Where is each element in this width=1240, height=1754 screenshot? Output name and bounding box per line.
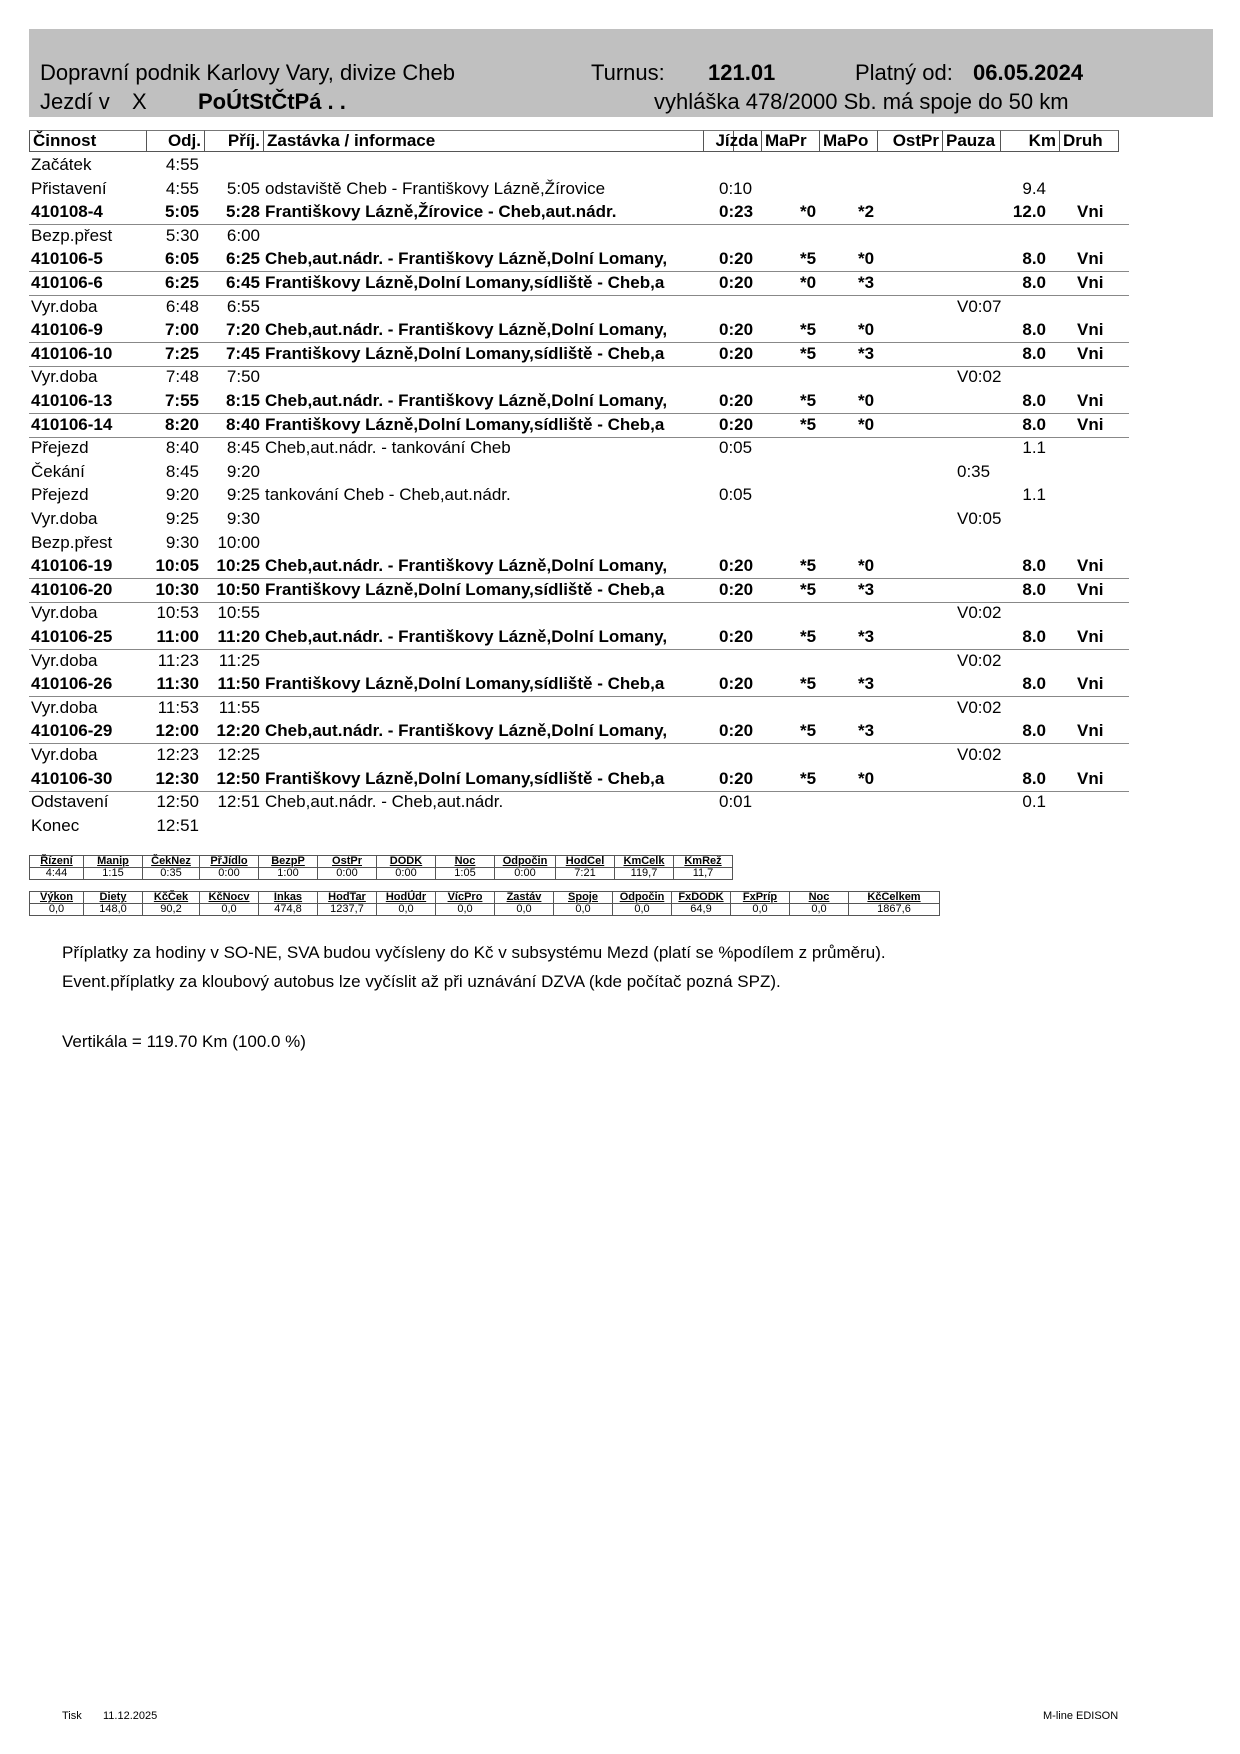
summary-header: OstPr (318, 856, 377, 868)
col-cinnost: Činnost (29, 130, 147, 152)
summary-value: 474,8 (259, 904, 318, 916)
summary-header: HodTar (318, 892, 377, 904)
cell-jizda: 0:20 (719, 343, 754, 363)
cell-cinnost: Bezp.přest (31, 225, 113, 245)
cell-info: Cheb,aut.nádr. - Františkovy Lázně,Dolní Lomany, (265, 320, 668, 340)
cell-km: 12.0 (1012, 202, 1046, 222)
cell-km: 8.0 (1022, 627, 1046, 646)
cell-km: 8.0 (1022, 391, 1046, 410)
cell-info: Cheb,aut.nádr. - Františkovy Lázně,Dolní Lomany, (265, 721, 668, 741)
summary-value: 7:21 (556, 868, 615, 880)
cell-odj: 5:30 (165, 225, 199, 245)
summary-header: FxPríp (731, 892, 790, 904)
cell-prij: 5:28 (225, 202, 260, 222)
cell-odj: 9:20 (165, 485, 199, 505)
cell-info: Františkovy Lázně,Dolní Lomany,sídliště - Cheb,a (265, 579, 665, 599)
cell-pauza: V0:02 (957, 603, 1002, 623)
summary-value: 148,0 (84, 904, 143, 916)
cell-mapr: *5 (800, 391, 817, 410)
summary-value: 0,0 (200, 904, 259, 916)
cell-mapr: *0 (800, 202, 817, 222)
cell-info: Cheb,aut.nádr. - Františkovy Lázně,Dolní Lomany, (265, 627, 668, 646)
cell-odj: 4:55 (165, 155, 199, 174)
cell-jizda: 0:20 (719, 768, 754, 788)
table-row (29, 554, 1129, 578)
cell-prij: 7:45 (225, 343, 260, 363)
cell-km: 8.0 (1022, 556, 1046, 576)
summary-value: 0:00 (200, 868, 259, 880)
cell-odj: 12:00 (155, 721, 199, 741)
cell-mapr: *5 (800, 249, 817, 269)
cell-mapr: *5 (800, 627, 817, 646)
cell-mapo: *3 (858, 721, 875, 741)
cell-prij: 7:50 (226, 367, 260, 387)
cell-cinnost: 410106-13 (31, 391, 113, 410)
cell-cinnost: Začátek (31, 155, 92, 174)
cell-mapr: *5 (800, 320, 817, 340)
cell-mapo: *0 (858, 320, 875, 340)
summary-header: DODK (377, 856, 436, 868)
cell-mapr: *0 (800, 273, 817, 292)
summary-value: 0,0 (30, 904, 84, 916)
summary-value: 0:35 (143, 868, 200, 880)
cell-jizda: 0:20 (719, 579, 754, 599)
cell-km: 8.0 (1022, 768, 1046, 788)
cell-mapo: *3 (858, 674, 875, 694)
cell-km: 8.0 (1022, 249, 1046, 269)
cell-cinnost: Odstavení (31, 792, 109, 812)
cell-km: 1.1 (1022, 485, 1046, 505)
note-articulated-bus: Event.příplatky za kloubový autobus lze vyčíslit až při uznávání DZVA (kde počítač pozná SPZ). (62, 972, 781, 991)
summary-header: KčNocv (200, 892, 259, 904)
cell-cinnost: 410108-4 (31, 202, 103, 222)
cell-km: 0.1 (1022, 792, 1046, 812)
cell-jizda: 0:20 (719, 391, 754, 410)
summary-header: KčCelkem (849, 892, 940, 904)
cell-cinnost: Bezp.přest (31, 532, 113, 552)
cell-prij: 12:50 (216, 768, 260, 788)
cell-mapo: *0 (858, 249, 875, 269)
cell-druh: Vni (1077, 721, 1104, 741)
cell-pauza: V0:02 (957, 697, 1002, 717)
cell-prij: 11:50 (217, 674, 260, 694)
cell-prij: 10:55 (217, 603, 260, 623)
summary-value: 0,0 (436, 904, 495, 916)
cell-odj: 7:00 (164, 320, 199, 340)
summary-header: ČekNez (143, 856, 200, 868)
summary-header: Zastáv (495, 892, 554, 904)
table-row (29, 790, 1129, 814)
cell-info: Cheb,aut.nádr. - tankování Cheb (265, 438, 511, 458)
vertikala-summary: Vertikála = 119.70 Km (100.0 %) (62, 1032, 306, 1051)
cell-odj: 11:00 (156, 627, 199, 646)
summary-value: 1:00 (259, 868, 318, 880)
cell-mapr: *5 (800, 674, 817, 694)
cell-prij: 6:45 (225, 273, 260, 292)
summary-value: 0:00 (377, 868, 436, 880)
table-row (29, 719, 1129, 743)
cell-mapr: *5 (800, 721, 817, 741)
table-row (29, 342, 1129, 366)
summary-header: HodÚdr (377, 892, 436, 904)
cell-mapo: *3 (858, 579, 875, 599)
col-ostpr: OstPr (877, 130, 943, 152)
table-row (29, 271, 1129, 295)
cell-odj: 12:23 (156, 745, 199, 764)
turnus-value: 121.01 (708, 60, 776, 85)
cell-mapr: *5 (800, 414, 817, 434)
table-row (29, 601, 1129, 625)
cell-prij: 9:20 (226, 461, 260, 481)
cell-prij: 12:25 (217, 745, 260, 764)
cell-odj: 10:53 (156, 603, 199, 623)
cell-druh: Vni (1077, 414, 1104, 434)
summary-header: BezpP (259, 856, 318, 868)
cell-info: Cheb,aut.nádr. - Františkovy Lázně,Dolní Lomany, (265, 556, 668, 576)
cell-prij: 10:00 (217, 532, 260, 552)
cell-cinnost: Přejezd (31, 438, 89, 458)
cell-jizda: 0:20 (719, 627, 754, 646)
table-row (29, 460, 1129, 484)
summary-header: Noc (790, 892, 849, 904)
cell-prij: 8:40 (225, 414, 260, 434)
table-row (29, 507, 1129, 531)
cell-odj: 11:53 (157, 697, 199, 717)
valid-from-label: Platný od: (855, 60, 953, 85)
cell-odj: 10:30 (155, 579, 199, 599)
summary-header: FxDODK (672, 892, 731, 904)
cell-cinnost: 410106-30 (31, 768, 113, 788)
company-name: Dopravní podnik Karlovy Vary, divize Cheb (40, 60, 455, 85)
summary-value: 0,0 (377, 904, 436, 916)
cell-mapo: *0 (858, 556, 875, 576)
cell-odj: 12:50 (156, 792, 199, 812)
cell-info: Cheb,aut.nádr. - Františkovy Lázně,Dolní Lomany, (265, 249, 668, 269)
cell-jizda: 0:01 (719, 792, 753, 812)
cell-mapo: *0 (858, 768, 875, 788)
cell-jizda: 0:23 (719, 202, 754, 222)
cell-druh: Vni (1077, 768, 1104, 788)
cell-druh: Vni (1077, 202, 1104, 222)
cell-mapo: *3 (858, 343, 875, 363)
table-row (29, 295, 1129, 319)
col-odj: Odj. (146, 130, 205, 152)
cell-odj: 11:23 (157, 650, 199, 670)
summary-header: KmCelk (615, 856, 674, 868)
cell-cinnost: 410106-20 (31, 579, 113, 599)
summary-header: Spoje (554, 892, 613, 904)
cell-info: Františkovy Lázně,Žírovice - Cheb,aut.nádr. (265, 202, 617, 222)
summary-value: 1867,6 (849, 904, 940, 916)
cell-cinnost: 410106-26 (31, 674, 113, 694)
cell-prij: 12:51 (217, 792, 260, 812)
summary-header: PřJídlo (200, 856, 259, 868)
cell-km: 1.1 (1022, 438, 1046, 458)
col-druh: Druh (1059, 130, 1119, 152)
cell-km: 8.0 (1022, 273, 1046, 292)
turnus-label: Turnus: (591, 60, 665, 85)
table-row (29, 672, 1129, 696)
summary-header: Řízení (30, 856, 84, 868)
cell-prij: 6:00 (226, 225, 260, 245)
cell-cinnost: 410106-5 (31, 249, 103, 269)
cell-jizda: 0:20 (719, 414, 754, 434)
table-row (29, 177, 1129, 201)
cell-prij: 9:30 (226, 509, 260, 528)
cell-km: 8.0 (1022, 674, 1046, 694)
summary-value: 0,0 (613, 904, 672, 916)
cell-prij: 5:05 (226, 178, 260, 198)
cell-mapr: *5 (800, 768, 817, 788)
table-row (29, 318, 1129, 342)
summary-header: Odpočin (613, 892, 672, 904)
cell-mapo: *0 (858, 414, 875, 434)
cell-druh: Vni (1077, 391, 1104, 410)
cell-jizda: 0:20 (719, 273, 754, 292)
cell-prij: 11:20 (217, 627, 260, 646)
cell-prij: 8:15 (225, 391, 260, 410)
summary-value: 0:00 (318, 868, 377, 880)
cell-cinnost: Vyr.doba (31, 509, 98, 528)
summary-table-1 (29, 855, 733, 880)
cell-mapo: *2 (858, 202, 875, 222)
cell-cinnost: Vyr.doba (31, 745, 98, 764)
runs-label: Jezdí v (40, 89, 110, 114)
summary-header: Odpočin (495, 856, 556, 868)
summary-value: 1:05 (436, 868, 495, 880)
summary-value: 0,0 (554, 904, 613, 916)
cell-km: 8.0 (1022, 414, 1046, 434)
cell-cinnost: Vyr.doba (31, 697, 98, 717)
cell-prij: 8:45 (226, 438, 260, 458)
cell-info: Cheb,aut.nádr. - Františkovy Lázně,Dolní Lomany, (265, 391, 668, 410)
cell-mapr: *5 (800, 343, 817, 363)
cell-info: Františkovy Lázně,Dolní Lomany,sídliště - Cheb,a (265, 273, 665, 292)
cell-cinnost: 410106-6 (31, 273, 103, 292)
summary-header: VícPro (436, 892, 495, 904)
cell-km: 8.0 (1022, 721, 1046, 741)
cell-odj: 6:25 (164, 273, 199, 292)
cell-odj: 12:30 (155, 768, 199, 788)
summary-value: 119,7 (615, 868, 674, 880)
cell-odj: 8:20 (164, 414, 199, 434)
cell-mapr: *5 (800, 556, 817, 576)
summary-value: 64,9 (672, 904, 731, 916)
cell-pauza: V0:05 (957, 509, 1002, 528)
summary-value: 1:15 (84, 868, 143, 880)
cell-cinnost: 410106-25 (31, 627, 113, 646)
summary-header: HodCel (556, 856, 615, 868)
cell-cinnost: Vyr.doba (31, 603, 98, 623)
cell-cinnost: Přejezd (31, 485, 89, 505)
valid-from-value: 06.05.2024 (973, 60, 1084, 85)
summary-value: 0,0 (790, 904, 849, 916)
cell-prij: 9:25 (226, 485, 260, 505)
cell-pauza: V0:02 (957, 367, 1002, 387)
summary-header: Výkon (30, 892, 84, 904)
table-row (29, 436, 1129, 460)
table-row (29, 743, 1129, 767)
cell-odj: 10:05 (155, 556, 199, 576)
cell-info: tankování Cheb - Cheb,aut.nádr. (265, 485, 511, 505)
cell-jizda: 0:05 (719, 485, 753, 505)
cell-jizda: 0:20 (719, 249, 754, 269)
cell-odj: 6:05 (164, 249, 199, 269)
cell-prij: 11:25 (218, 650, 260, 670)
cell-odj: 9:30 (165, 532, 199, 552)
cell-cinnost: 410106-9 (31, 320, 103, 340)
cell-odj: 5:05 (164, 202, 199, 222)
cell-odj: 9:25 (165, 509, 199, 528)
cell-cinnost: Konec (31, 815, 80, 835)
table-row (29, 649, 1129, 673)
cell-druh: Vni (1077, 343, 1104, 363)
print-date: 11.12.2025 (103, 1710, 158, 1722)
col-prij: Příj. (204, 130, 264, 152)
runs-mark: X (132, 89, 147, 114)
cell-cinnost: Přistavení (31, 178, 107, 198)
summary-value: 90,2 (143, 904, 200, 916)
cell-druh: Vni (1077, 249, 1104, 269)
cell-prij: 10:25 (216, 556, 260, 576)
table-row (29, 578, 1129, 602)
cell-jizda: 0:20 (719, 556, 754, 576)
cell-druh: Vni (1077, 556, 1104, 576)
summary-header: KmRež (674, 856, 733, 868)
col-mapo: MaPo (819, 130, 878, 152)
summary-value: 4:44 (30, 868, 84, 880)
cell-druh: Vni (1077, 273, 1104, 292)
summary-value: 0,0 (495, 904, 554, 916)
summary-value: 0:00 (495, 868, 556, 880)
summary-header: KčČek (143, 892, 200, 904)
summary-value: 1237,7 (318, 904, 377, 916)
cell-pauza: V0:02 (957, 745, 1002, 764)
table-header (29, 130, 1129, 152)
software-name: M-line EDISON (1043, 1710, 1119, 1722)
cell-mapr: *5 (800, 579, 817, 599)
cell-odj: 11:30 (156, 674, 199, 694)
cell-pauza: V0:07 (957, 296, 1002, 316)
cell-odj: 8:40 (165, 438, 199, 458)
cell-druh: Vni (1077, 674, 1104, 694)
table-row (29, 625, 1129, 649)
table-row (29, 483, 1129, 507)
cell-cinnost: Vyr.doba (31, 650, 98, 670)
cell-cinnost: Čekání (31, 461, 85, 481)
cell-info: odstaviště Cheb - Františkovy Lázně,Žírovice (265, 178, 606, 198)
cell-odj: 8:45 (165, 461, 199, 481)
table-row (29, 413, 1129, 437)
cell-druh: Vni (1077, 579, 1104, 599)
cell-info: Františkovy Lázně,Dolní Lomany,sídliště - Cheb,a (265, 674, 665, 694)
summary-value: 11,7 (674, 868, 733, 880)
table-row (29, 365, 1129, 389)
cell-jizda: 0:20 (719, 721, 754, 741)
cell-jizda: 0:20 (719, 674, 754, 694)
cell-km: 8.0 (1022, 579, 1046, 599)
summary-header: Noc (436, 856, 495, 868)
cell-pauza: V0:02 (957, 650, 1002, 670)
cell-pauza: 0:35 (957, 461, 991, 481)
cell-odj: 12:51 (156, 815, 199, 835)
cell-cinnost: 410106-29 (31, 721, 113, 741)
print-label: Tisk (62, 1710, 82, 1722)
cell-jizda: 0:10 (719, 178, 753, 198)
cell-km: 9.4 (1022, 178, 1046, 198)
table-row (29, 389, 1129, 413)
table-row (29, 224, 1129, 248)
summary-value: 0,0 (731, 904, 790, 916)
table-row (29, 814, 1129, 838)
cell-info: Cheb,aut.nádr. - Cheb,aut.nádr. (265, 792, 504, 812)
cell-odj: 4:55 (165, 178, 199, 198)
cell-prij: 11:55 (218, 697, 260, 717)
cell-prij: 10:50 (216, 579, 260, 599)
col-pauza: Pauza (942, 130, 1001, 152)
note-surcharges: Příplatky za hodiny v SO-NE, SVA budou vyčísleny do Kč v subsystému Mezd (platí se %podílem z průměru). (62, 943, 886, 962)
cell-odj: 6:48 (165, 296, 199, 316)
cell-prij: 12:20 (216, 721, 260, 741)
col-jizda: Jízda (703, 130, 762, 152)
cell-mapo: *3 (858, 627, 875, 646)
cell-jizda: 0:05 (719, 438, 753, 458)
col-mapr: MaPr (761, 130, 820, 152)
cell-druh: Vni (1077, 627, 1104, 646)
table-row (29, 767, 1129, 791)
summary-header: Diety (84, 892, 143, 904)
cell-cinnost: 410106-10 (31, 343, 113, 363)
cell-km: 8.0 (1022, 343, 1046, 363)
col-km: Km (1000, 130, 1060, 152)
cell-cinnost: Vyr.doba (31, 296, 98, 316)
cell-prij: 6:25 (225, 249, 260, 269)
runs-days: PoÚtStČtPá . . (198, 89, 346, 114)
summary-header: Inkas (259, 892, 318, 904)
cell-mapo: *0 (858, 391, 875, 410)
cell-odj: 7:48 (165, 367, 199, 387)
cell-prij: 6:55 (226, 296, 260, 316)
cell-odj: 7:55 (164, 391, 199, 410)
cell-prij: 7:20 (225, 320, 260, 340)
cell-info: Františkovy Lázně,Dolní Lomany,sídliště - Cheb,a (265, 414, 665, 434)
cell-mapo: *3 (858, 273, 875, 292)
regulation-note: vyhláška 478/2000 Sb. má spoje do 50 km (654, 89, 1069, 114)
col-zastavka: Zastávka / informace (263, 130, 734, 152)
table-row (29, 696, 1129, 720)
cell-info: Františkovy Lázně,Dolní Lomany,sídliště - Cheb,a (265, 343, 665, 363)
cell-info: Františkovy Lázně,Dolní Lomany,sídliště - Cheb,a (265, 768, 665, 788)
table-row (29, 531, 1129, 555)
summary-table-2 (29, 891, 940, 916)
cell-cinnost: 410106-14 (31, 414, 113, 434)
cell-km: 8.0 (1022, 320, 1046, 340)
cell-odj: 7:25 (164, 343, 199, 363)
summary-header: Manip (84, 856, 143, 868)
cell-cinnost: 410106-19 (31, 556, 113, 576)
table-row (29, 200, 1129, 224)
table-row (29, 153, 1129, 177)
cell-cinnost: Vyr.doba (31, 367, 98, 387)
cell-jizda: 0:20 (719, 320, 754, 340)
cell-druh: Vni (1077, 320, 1104, 340)
table-row (29, 247, 1129, 271)
